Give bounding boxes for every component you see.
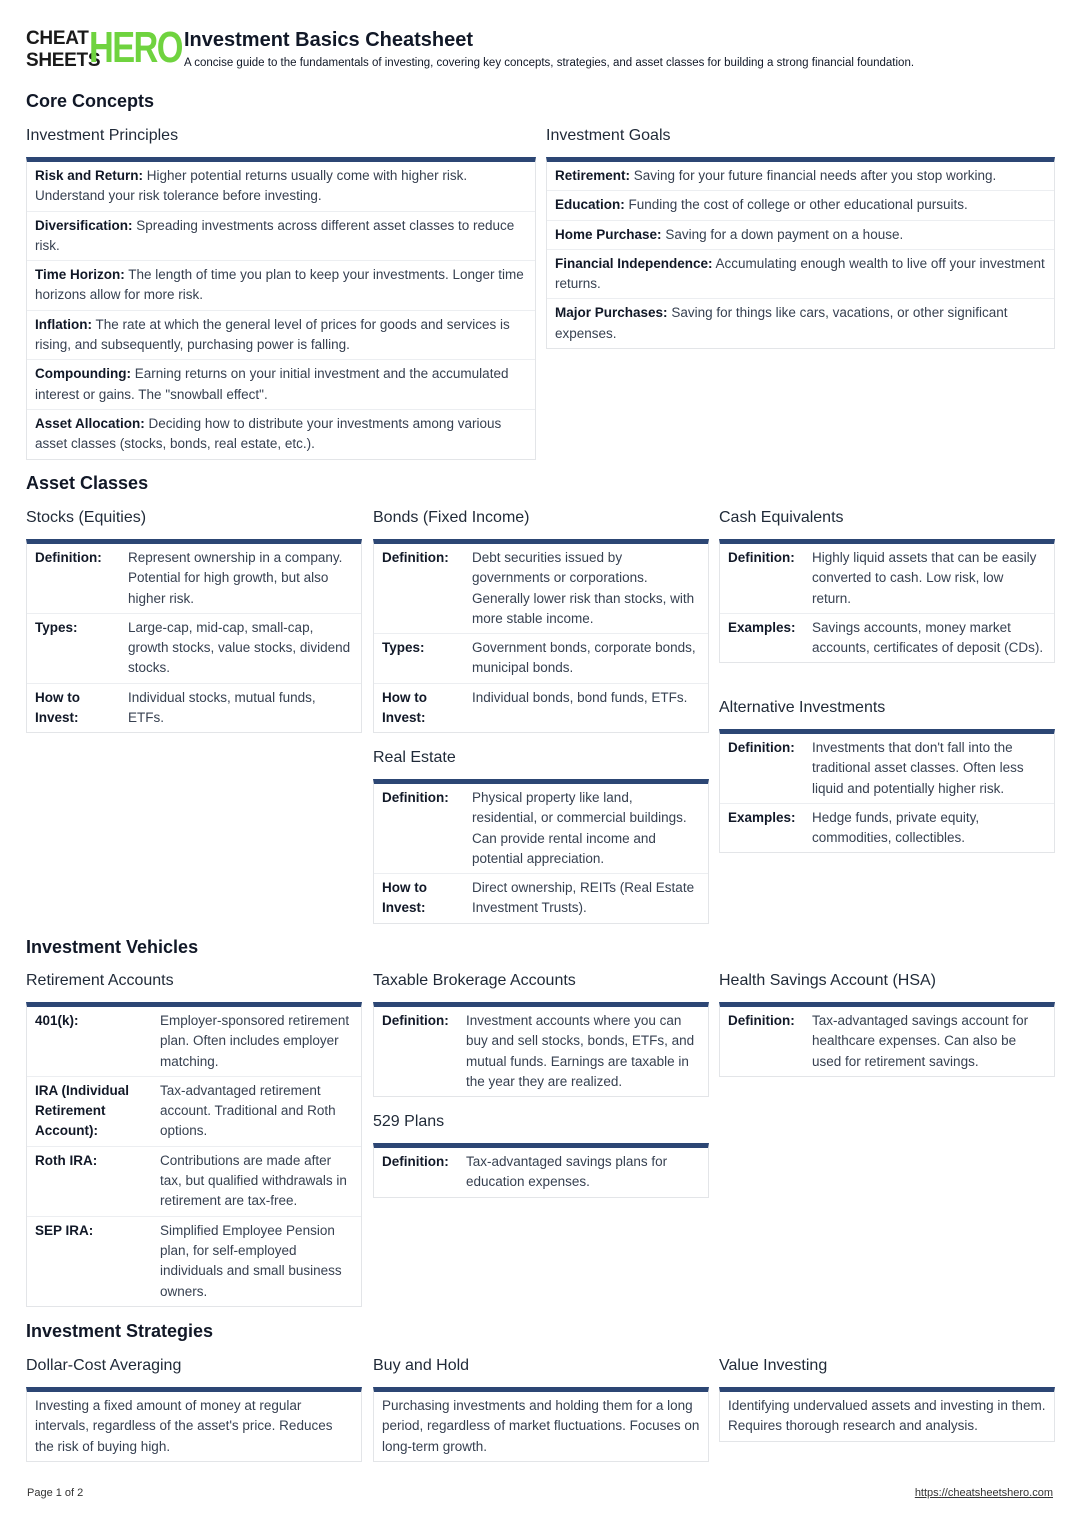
card-text: Purchasing investments and holding them for a long period, regardless of market fluctuations. Focuses on long-term growth. <box>382 1398 700 1454</box>
section-title-core-concepts: Core Concepts <box>26 91 155 111</box>
item-label: Education: <box>555 197 625 213</box>
card-alternative-investments <box>719 698 1055 853</box>
table-row <box>374 634 708 684</box>
row-value: Physical property like land, residential, or commercial buildings. Can provide rental income and potential appreciation. <box>472 790 687 866</box>
table-row <box>374 784 708 874</box>
card-body <box>26 539 362 733</box>
row-value: Tax-advantaged savings plans for education expenses. <box>466 1154 668 1190</box>
row-value: Large-cap, mid-cap, small-cap, growth stocks, value stocks, dividend stocks. <box>128 619 351 676</box>
item-text: The rate at which the general level of prices for goods and services is rising, and subsequently, purchasing power is falling. <box>35 316 510 353</box>
logo-word-sheets: SHEETS <box>26 50 101 71</box>
row-label: How to Invest: <box>382 689 427 726</box>
table-row <box>27 1007 361 1077</box>
row-value: Contributions are made after tax, but qualified withdrawals in retirement are tax-free. <box>160 1152 347 1209</box>
page-subtitle: A concise guide to the fundamentals of investing, covering key concepts, strategies, and asset classes for building a strong financial foundation. <box>184 57 915 69</box>
item-text: Saving for your future financial needs after you stop working. <box>633 168 997 183</box>
item-text: Saving for things like cars, vacations, or other significant expenses. <box>555 305 1008 341</box>
list-item <box>27 212 535 262</box>
card-bonds <box>373 508 709 733</box>
row-value: Investment accounts where you can buy and sell stocks, bonds, ETFs, and mutual funds. Earnings are taxable in the year they are realized. <box>466 1013 695 1089</box>
card-title: Stocks (Equities) <box>26 509 147 526</box>
item-label: Time Horizon: <box>35 267 125 283</box>
row-label: 401(k): <box>35 1013 79 1028</box>
section-title-investment-vehicles: Investment Vehicles <box>26 937 199 957</box>
list-item <box>27 162 535 212</box>
card-title: Value Investing <box>719 1357 828 1374</box>
card-retirement-accounts <box>26 971 362 1307</box>
table-row <box>720 614 1054 663</box>
table-row <box>27 1217 361 1306</box>
row-value: Government bonds, corporate bonds, municipal bonds. <box>472 640 696 676</box>
card-title: Bonds (Fixed Income) <box>373 509 530 526</box>
row-label: Definition: <box>728 550 795 565</box>
table-row <box>374 544 708 634</box>
card-body <box>26 1387 362 1462</box>
card-taxable-brokerage <box>373 971 709 1097</box>
row-value: Highly liquid assets that can be easily converted to cash. Low risk, low return. <box>812 550 1037 606</box>
table-row <box>374 684 708 733</box>
item-text: Accumulating enough wealth to live off your investment returns. <box>555 255 1045 292</box>
list-item <box>27 360 535 410</box>
list-item <box>547 250 1054 300</box>
item-text: Saving for a down payment on a house. <box>665 226 904 242</box>
card-investment-goals <box>546 126 1055 349</box>
card-stocks <box>26 508 362 733</box>
card-title: Alternative Investments <box>719 699 886 716</box>
row-label: Examples: <box>728 809 796 825</box>
section-title-asset-classes: Asset Classes <box>26 473 149 493</box>
table-row <box>27 614 361 684</box>
row-label: SEP IRA: <box>35 1222 94 1238</box>
card-title: Retirement Accounts <box>26 972 174 989</box>
card-title: Cash Equivalents <box>719 509 844 526</box>
item-label: Inflation: <box>35 316 92 332</box>
logo-word-cheat: CHEAT <box>26 28 89 49</box>
item-label: Compounding: <box>35 366 131 382</box>
item-label: Major Purchases: <box>555 305 668 321</box>
table-row <box>27 1147 361 1217</box>
row-value: Debt securities issued by governments or corporations. Generally lower risk than stocks, with more stable income. <box>472 550 695 626</box>
row-value: Tax-advantaged savings account for healthcare expenses. Can also be used for retirement savings. <box>812 1013 1029 1069</box>
card-body <box>373 539 709 733</box>
row-value: Represent ownership in a company. Potential for high growth, but also higher risk. <box>128 550 343 606</box>
row-label: Definition: <box>728 1013 795 1028</box>
list-item <box>547 162 1054 191</box>
item-label: Financial Independence: <box>555 255 713 271</box>
row-label: How to Invest: <box>382 880 427 916</box>
card-title: Investment Principles <box>26 127 179 144</box>
list-item <box>547 299 1054 348</box>
card-title: 529 Plans <box>373 1113 445 1130</box>
table-row <box>374 1007 708 1096</box>
row-value: Savings accounts, money market accounts, certificates of deposit (CDs). <box>812 619 1044 656</box>
row-label: Definition: <box>728 740 795 755</box>
table-row <box>720 544 1054 614</box>
row-label: Types: <box>382 640 425 656</box>
row-value: Hedge funds, private equity, commodities, collectibles. <box>812 809 980 846</box>
row-value: Investments that don't fall into the traditional asset classes. Often less liquid and potentially higher risk. <box>812 740 1024 796</box>
card-title: Dollar-Cost Averaging <box>26 1357 182 1374</box>
card-title: Investment Goals <box>546 127 671 144</box>
card-buy-and-hold <box>373 1356 709 1462</box>
item-label: Diversification: <box>35 217 133 233</box>
row-value: Employer-sponsored retirement plan. Often includes employer matching. <box>160 1013 350 1069</box>
page-title: Investment Basics Cheatsheet <box>184 29 474 51</box>
card-title: Real Estate <box>373 749 456 766</box>
item-text: Deciding how to distribute your investments among various asset classes (stocks, bonds, real estate, etc.). <box>35 415 502 452</box>
card-real-estate <box>373 748 709 924</box>
site-link[interactable]: https://cheatsheetshero.com <box>914 1487 1053 1499</box>
table-row <box>27 544 361 614</box>
item-label: Risk and Return: <box>35 168 144 183</box>
row-label: Definition: <box>382 790 449 805</box>
item-label: Home Purchase: <box>555 226 662 242</box>
item-text: Funding the cost of college or other educational pursuits. <box>628 197 968 213</box>
item-text: Higher potential returns usually come with higher risk. Understand your risk tolerance before investing. <box>35 168 468 204</box>
row-label: IRA (Individual Retirement Account): <box>35 1082 129 1139</box>
table-row <box>27 684 361 733</box>
card-body <box>373 779 709 924</box>
row-label: Definition: <box>382 550 449 565</box>
card-body <box>26 1002 362 1307</box>
card-title: Buy and Hold <box>373 1357 470 1374</box>
table-row <box>374 874 708 923</box>
item-label: Retirement: <box>555 168 631 183</box>
item-text: The length of time you plan to keep your investments. Longer time horizons allow for more risk. <box>35 267 524 303</box>
item-text: Spreading investments across different asset classes to reduce risk. <box>35 217 515 253</box>
card-investment-principles <box>26 126 536 460</box>
row-label: Types: <box>35 619 78 635</box>
card-hsa <box>719 971 1055 1077</box>
row-label: Definition: <box>382 1013 449 1028</box>
page-header <box>26 23 1066 78</box>
table-row <box>374 1148 708 1197</box>
row-label: Roth IRA: <box>35 1152 98 1168</box>
item-label: Asset Allocation: <box>35 415 145 431</box>
page-number: Page 1 of 2 <box>27 1487 84 1499</box>
row-value: Direct ownership, REITs (Real Estate Investment Trusts). <box>472 880 695 916</box>
row-label: Definition: <box>35 550 102 565</box>
row-label: How to Invest: <box>35 689 80 726</box>
row-value: Tax-advantaged retirement account. Traditional and Roth options. <box>160 1082 336 1139</box>
row-label: Examples: <box>728 619 796 635</box>
card-body <box>719 1387 1055 1442</box>
card-body <box>373 1002 709 1097</box>
list-item <box>27 311 535 361</box>
table-row <box>720 804 1054 853</box>
card-title: Taxable Brokerage Accounts <box>373 972 576 989</box>
table-row <box>27 1077 361 1147</box>
card-529-plans <box>373 1112 709 1198</box>
card-body <box>26 157 536 460</box>
card-body <box>719 539 1055 663</box>
row-value: Individual stocks, mutual funds, ETFs. <box>128 689 316 726</box>
card-body <box>546 157 1055 349</box>
table-row <box>720 1007 1054 1076</box>
card-cash-equivalents <box>719 508 1055 663</box>
card-body <box>373 1387 709 1462</box>
list-item <box>27 410 535 459</box>
card-text: Investing a fixed amount of money at regular intervals, regardless of the asset's price. Reduces the risk of buying high. <box>35 1398 333 1454</box>
card-body <box>373 1143 709 1198</box>
card-body <box>719 729 1055 853</box>
cheatsheetshero-logo[interactable] <box>26 23 182 72</box>
section-title-investment-strategies: Investment Strategies <box>26 1321 214 1341</box>
logo-word-hero: HERO <box>89 23 182 72</box>
list-item <box>547 221 1054 250</box>
table-row <box>720 734 1054 804</box>
card-title: Health Savings Account (HSA) <box>719 972 936 989</box>
card-text: Identifying undervalued assets and investing in them. Requires thorough research and analysis. <box>728 1398 1046 1434</box>
card-body <box>719 1002 1055 1077</box>
row-value: Individual bonds, bond funds, ETFs. <box>472 689 688 705</box>
card-value-investing <box>719 1356 1055 1442</box>
list-item <box>547 191 1054 220</box>
item-text: Earning returns on your initial investment and the accumulated interest or gains. The "snowball effect". <box>35 366 509 402</box>
list-item <box>27 261 535 311</box>
row-value: Simplified Employee Pension plan, for self-employed individuals and small business owners. <box>160 1222 342 1299</box>
card-dollar-cost-averaging <box>26 1356 362 1462</box>
row-label: Definition: <box>382 1154 449 1169</box>
